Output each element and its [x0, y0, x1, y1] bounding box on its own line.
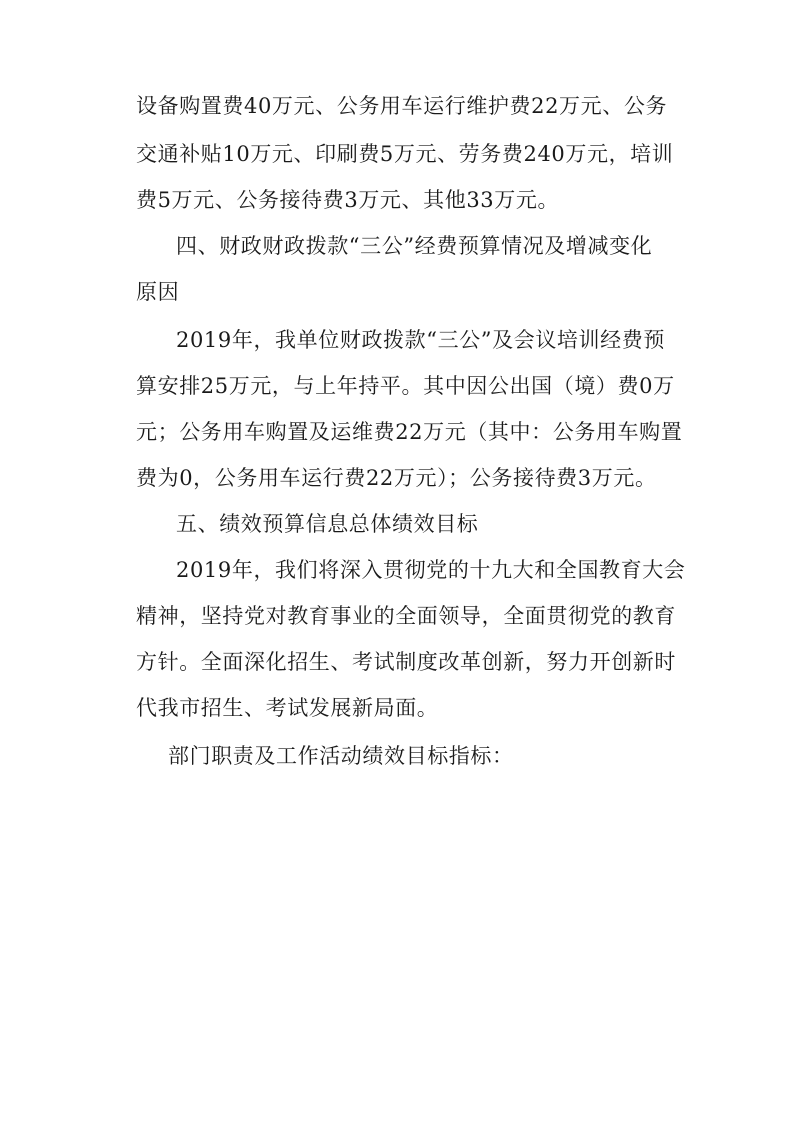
section-heading: 五、绩效预算信息总体绩效目标 [176, 512, 479, 536]
paragraph-line: 精神，坚持党对教育事业的全面领导，全面贯彻党的教育 [136, 604, 676, 628]
paragraph-line: 算安排25万元，与上年持平。其中因公出国（境）费0万 [136, 374, 675, 398]
paragraph-line: 设备购置费40万元、公务用车运行维护费22万元、公务 [136, 94, 668, 118]
section-heading: 四、财政财政拨款“三公”经费预算情况及增减变化 [176, 234, 653, 258]
paragraph-line: 元；公务用车购置及运维费22万元（其中：公务用车购置 [136, 420, 683, 444]
paragraph-line: 代我市招生、考试发展新局面。 [136, 696, 439, 720]
paragraph-line: 2019年，我们将深入贯彻党的十九大和全国教育大会 [176, 558, 686, 582]
paragraph-line: 交通补贴10万元、印刷费5万元、劳务费240万元，培训 [136, 142, 674, 166]
section-heading-continuation: 原因 [136, 280, 180, 304]
paragraph-line: 方针。全面深化招生、考试制度改革创新，努力开创新时 [136, 650, 676, 674]
paragraph-line: 费为0，公务用车运行费22万元）；公务接待费3万元。 [136, 466, 657, 490]
paragraph-line: 2019年，我单位财政拨款“三公”及会议培训经费预 [176, 328, 665, 352]
paragraph-line: 费5万元、公务接待费3万元、其他33万元。 [136, 188, 560, 212]
paragraph-line: 部门职责及工作活动绩效目标指标： [168, 744, 514, 768]
